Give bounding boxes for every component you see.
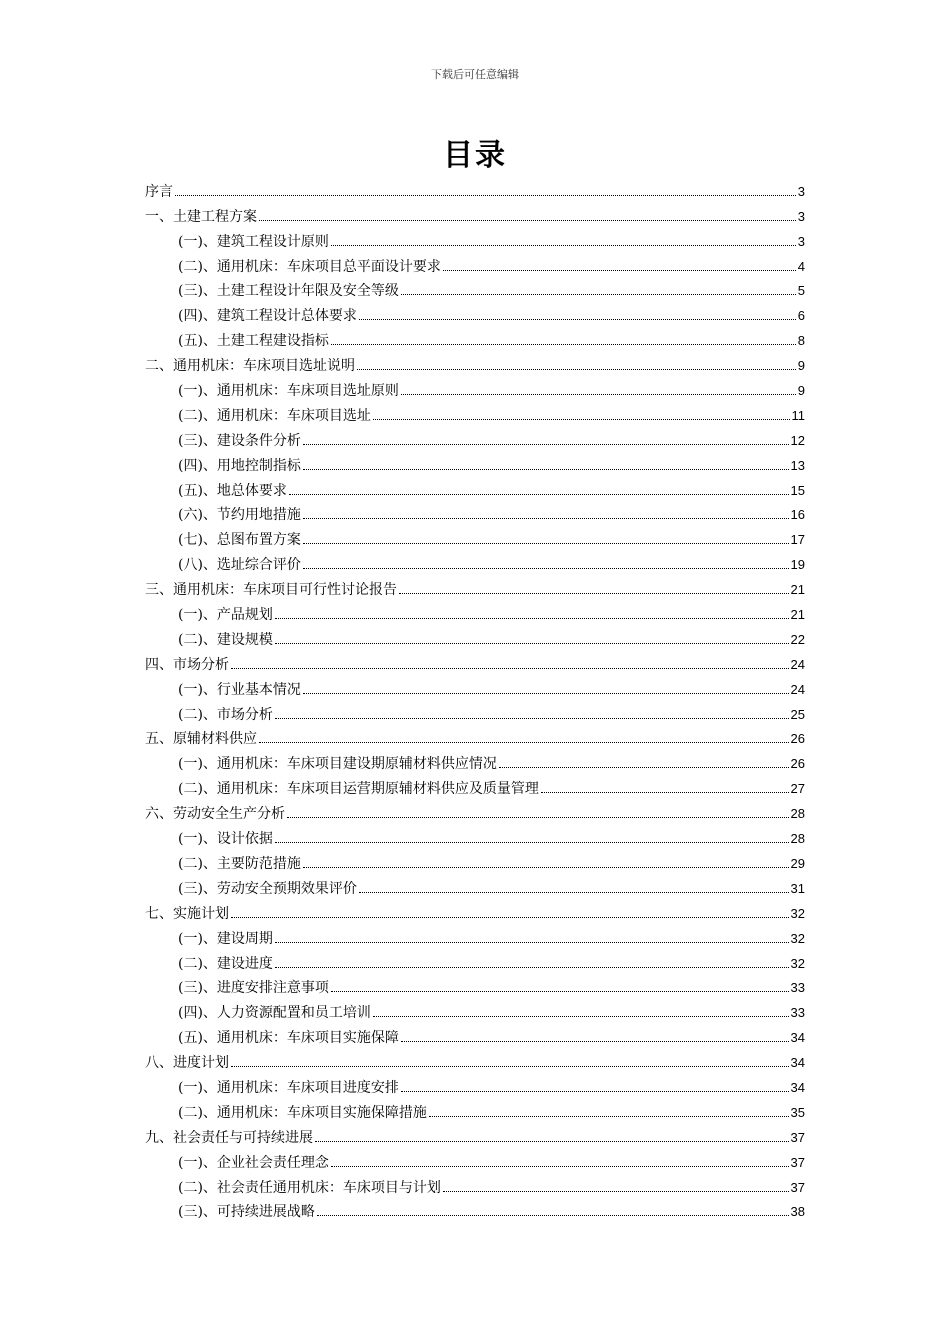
toc-entry-text: (一)、企业社会责任理念: [178, 1154, 329, 1171]
toc-entry-text: (三)、可持续进展战略: [178, 1204, 315, 1221]
toc-entry-page: 32: [790, 930, 805, 946]
toc-dot-leader: [275, 617, 789, 619]
toc-entry-page: 3: [797, 208, 805, 224]
toc-dot-leader: [275, 717, 789, 719]
toc-entry[interactable]: [145, 897, 805, 922]
toc-dot-leader: [231, 667, 789, 669]
toc-entry-page: 28: [790, 806, 805, 822]
toc-dot-leader: [541, 791, 789, 793]
toc-entry-page: 33: [790, 1005, 805, 1021]
toc-entry-page: 37: [790, 1129, 805, 1145]
toc-entry-page: 6: [797, 308, 805, 324]
toc-dot-leader: [275, 841, 789, 843]
toc-dot-leader: [259, 219, 796, 221]
toc-entry-text: (二)、通用机床：车床项目实施保障措施: [178, 1104, 427, 1121]
toc-entry-page: 12: [790, 432, 805, 448]
toc-entry-page: 16: [790, 507, 805, 523]
toc-entry[interactable]: [145, 922, 805, 947]
toc-entry-text: (四)、建筑工程设计总体要求: [178, 308, 357, 325]
toc-entry-page: 11: [791, 407, 805, 423]
toc-entry-page: 34: [790, 1030, 805, 1046]
toc-dot-leader: [399, 592, 789, 594]
toc-dot-leader: [373, 1015, 789, 1017]
toc-entry-text: 四、市场分析: [145, 656, 229, 673]
toc-entry-page: 3: [797, 233, 805, 249]
toc-entry[interactable]: [145, 598, 805, 623]
toc-entry-text: (二)、主要防范措施: [178, 855, 301, 872]
toc-dot-leader: [317, 1214, 789, 1216]
toc-dot-leader: [259, 741, 789, 743]
toc-dot-leader: [331, 990, 789, 992]
toc-entry-page: 19: [790, 557, 805, 573]
toc-entry-text: (一)、设计依据: [178, 831, 273, 848]
toc-dot-leader: [401, 1040, 789, 1042]
toc-dot-leader: [231, 1065, 789, 1067]
toc-entry-page: 21: [790, 607, 805, 623]
toc-entry-text: (二)、通用机床：车床项目总平面设计要求: [178, 258, 441, 275]
toc-entry[interactable]: [145, 1121, 805, 1146]
toc-dot-leader: [443, 1190, 789, 1192]
toc-entry[interactable]: [145, 797, 805, 822]
toc-entry[interactable]: [145, 847, 805, 872]
header-note: 下载后可任意编辑: [431, 68, 519, 81]
toc-entry[interactable]: [145, 772, 805, 797]
toc-entry-text: 一、土建工程方案: [145, 208, 257, 225]
toc-entry-text: (五)、地总体要求: [178, 482, 287, 499]
table-of-contents: [145, 175, 805, 1220]
toc-entry-text: 九、社会责任与可持续进展: [145, 1129, 313, 1146]
toc-entry-text: (三)、土建工程设计年限及安全等级: [178, 283, 399, 300]
toc-entry[interactable]: [145, 275, 805, 300]
toc-entry-page: 22: [790, 631, 805, 647]
toc-entry[interactable]: [145, 1146, 805, 1171]
toc-entry-page: 15: [790, 482, 805, 498]
toc-entry[interactable]: [145, 299, 805, 324]
toc-dot-leader: [401, 293, 796, 295]
toc-dot-leader: [303, 692, 789, 694]
toc-entry-page: 21: [790, 582, 805, 598]
toc-entry-page: 38: [790, 1204, 805, 1220]
toc-dot-leader: [429, 1115, 789, 1117]
toc-entry[interactable]: [145, 673, 805, 698]
toc-dot-leader: [331, 244, 796, 246]
toc-entry-page: 13: [790, 457, 805, 473]
toc-entry[interactable]: [145, 723, 805, 748]
toc-entry-page: 8: [797, 333, 805, 349]
toc-dot-leader: [443, 269, 796, 271]
toc-entry-text: (四)、用地控制指标: [178, 457, 301, 474]
toc-entry-text: (二)、建设进度: [178, 955, 273, 972]
toc-dot-leader: [359, 318, 796, 320]
toc-dot-leader: [303, 517, 789, 519]
toc-entry[interactable]: [145, 1196, 805, 1221]
toc-dot-leader: [275, 642, 789, 644]
toc-entry-text: (二)、通用机床：车床项目选址: [178, 407, 371, 424]
toc-dot-leader: [359, 891, 789, 893]
toc-dot-leader: [303, 443, 789, 445]
toc-entry-text: (一)、通用机床：车床项目进度安排: [178, 1079, 399, 1096]
toc-entry[interactable]: [145, 1096, 805, 1121]
toc-entry[interactable]: [145, 623, 805, 648]
toc-entry-text: 五、原辅材料供应: [145, 731, 257, 748]
toc-entry-page: 33: [790, 980, 805, 996]
toc-entry-page: 24: [790, 681, 805, 697]
toc-dot-leader: [303, 866, 789, 868]
toc-entry-page: 31: [790, 880, 805, 896]
toc-entry-text: (二)、社会责任通用机床：车床项目与计划: [178, 1179, 441, 1196]
toc-dot-leader: [275, 941, 789, 943]
toc-entry[interactable]: [145, 1171, 805, 1196]
toc-entry-page: 9: [797, 358, 805, 374]
toc-entry-page: 17: [790, 532, 805, 548]
toc-entry[interactable]: [145, 523, 805, 548]
toc-dot-leader: [231, 916, 789, 918]
toc-entry-page: 32: [790, 955, 805, 971]
toc-dot-leader: [331, 1165, 789, 1167]
toc-dot-leader: [303, 542, 789, 544]
toc-entry[interactable]: [145, 175, 805, 200]
toc-entry[interactable]: [145, 972, 805, 997]
toc-entry-text: (二)、建设规模: [178, 631, 273, 648]
toc-entry-text: (三)、建设条件分析: [178, 432, 301, 449]
toc-entry-page: 29: [790, 855, 805, 871]
toc-entry[interactable]: [145, 474, 805, 499]
toc-dot-leader: [275, 966, 789, 968]
toc-entry-page: 34: [790, 1055, 805, 1071]
toc-entry-text: 七、实施计划: [145, 905, 229, 922]
toc-dot-leader: [287, 816, 789, 818]
toc-entry[interactable]: [145, 573, 805, 598]
toc-entry-text: (一)、通用机床：车床项目选址原则: [178, 383, 399, 400]
toc-entry[interactable]: [145, 648, 805, 673]
toc-entry-text: 三、通用机床：车床项目可行性讨论报告: [145, 582, 397, 599]
toc-entry-text: (二)、市场分析: [178, 706, 273, 723]
toc-dot-leader: [401, 1090, 789, 1092]
toc-dot-leader: [357, 368, 796, 370]
toc-entry[interactable]: [145, 996, 805, 1021]
toc-dot-leader: [289, 493, 789, 495]
toc-entry-text: 八、进度计划: [145, 1055, 229, 1072]
toc-entry-text: (一)、建筑工程设计原则: [178, 233, 329, 250]
toc-entry-page: 4: [797, 258, 805, 274]
toc-entry-page: 37: [790, 1154, 805, 1170]
toc-dot-leader: [401, 393, 796, 395]
toc-entry-text: (五)、土建工程建设指标: [178, 333, 329, 350]
toc-dot-leader: [499, 766, 789, 768]
toc-entry-page: 5: [797, 283, 805, 299]
toc-entry[interactable]: [145, 947, 805, 972]
toc-entry-text: (三)、劳动安全预期效果评价: [178, 880, 357, 897]
toc-entry-text: 二、通用机床：车床项目选址说明: [145, 358, 355, 375]
toc-dot-leader: [175, 194, 796, 196]
toc-entry[interactable]: [145, 548, 805, 573]
toc-entry[interactable]: [145, 250, 805, 275]
toc-entry-text: (一)、行业基本情况: [178, 681, 301, 698]
toc-entry-page: 26: [790, 731, 805, 747]
toc-entry-text: (一)、通用机床：车床项目建设期原辅材料供应情况: [178, 756, 497, 773]
toc-entry-text: (七)、总图布置方案: [178, 532, 301, 549]
toc-entry[interactable]: [145, 1071, 805, 1096]
page-title: 目录: [443, 138, 507, 173]
toc-entry[interactable]: [145, 1021, 805, 1046]
toc-entry[interactable]: [145, 698, 805, 723]
toc-dot-leader: [373, 418, 790, 420]
toc-entry[interactable]: [145, 200, 805, 225]
toc-dot-leader: [315, 1140, 789, 1142]
toc-dot-leader: [331, 343, 796, 345]
toc-entry[interactable]: [145, 499, 805, 524]
toc-entry-page: 24: [790, 656, 805, 672]
toc-entry-page: 37: [790, 1179, 805, 1195]
toc-entry-text: 六、劳动安全生产分析: [145, 806, 285, 823]
toc-entry-text: (三)、进度安排注意事项: [178, 980, 329, 997]
toc-dot-leader: [303, 567, 789, 569]
toc-entry-text: (一)、建设周期: [178, 930, 273, 947]
toc-entry-page: 34: [790, 1079, 805, 1095]
toc-entry-page: 25: [790, 706, 805, 722]
toc-entry-page: 32: [790, 905, 805, 921]
toc-entry-page: 9: [797, 383, 805, 399]
toc-entry[interactable]: [145, 822, 805, 847]
toc-entry[interactable]: [145, 747, 805, 772]
toc-entry-page: 27: [790, 781, 805, 797]
toc-entry[interactable]: [145, 424, 805, 449]
toc-entry-text: (五)、通用机床：车床项目实施保障: [178, 1030, 399, 1047]
toc-entry-text: (四)、人力资源配置和员工培训: [178, 1005, 371, 1022]
toc-entry-text: (一)、产品规划: [178, 607, 273, 624]
toc-entry[interactable]: [145, 1046, 805, 1071]
toc-entry-page: 28: [790, 831, 805, 847]
toc-entry-page: 35: [790, 1104, 805, 1120]
toc-entry-text: (八)、选址综合评价: [178, 557, 301, 574]
toc-entry[interactable]: [145, 399, 805, 424]
toc-entry[interactable]: [145, 449, 805, 474]
toc-dot-leader: [303, 468, 789, 470]
toc-entry[interactable]: [145, 872, 805, 897]
toc-entry-page: 26: [790, 756, 805, 772]
toc-entry-text: (二)、通用机床：车床项目运营期原辅材料供应及质量管理: [178, 781, 539, 798]
toc-entry[interactable]: [145, 225, 805, 250]
toc-entry[interactable]: [145, 324, 805, 349]
toc-entry-text: 序言: [145, 183, 173, 200]
toc-entry[interactable]: [145, 374, 805, 399]
toc-entry-text: (六)、节约用地措施: [178, 507, 301, 524]
toc-entry[interactable]: [145, 349, 805, 374]
toc-entry-page: 3: [797, 183, 805, 199]
